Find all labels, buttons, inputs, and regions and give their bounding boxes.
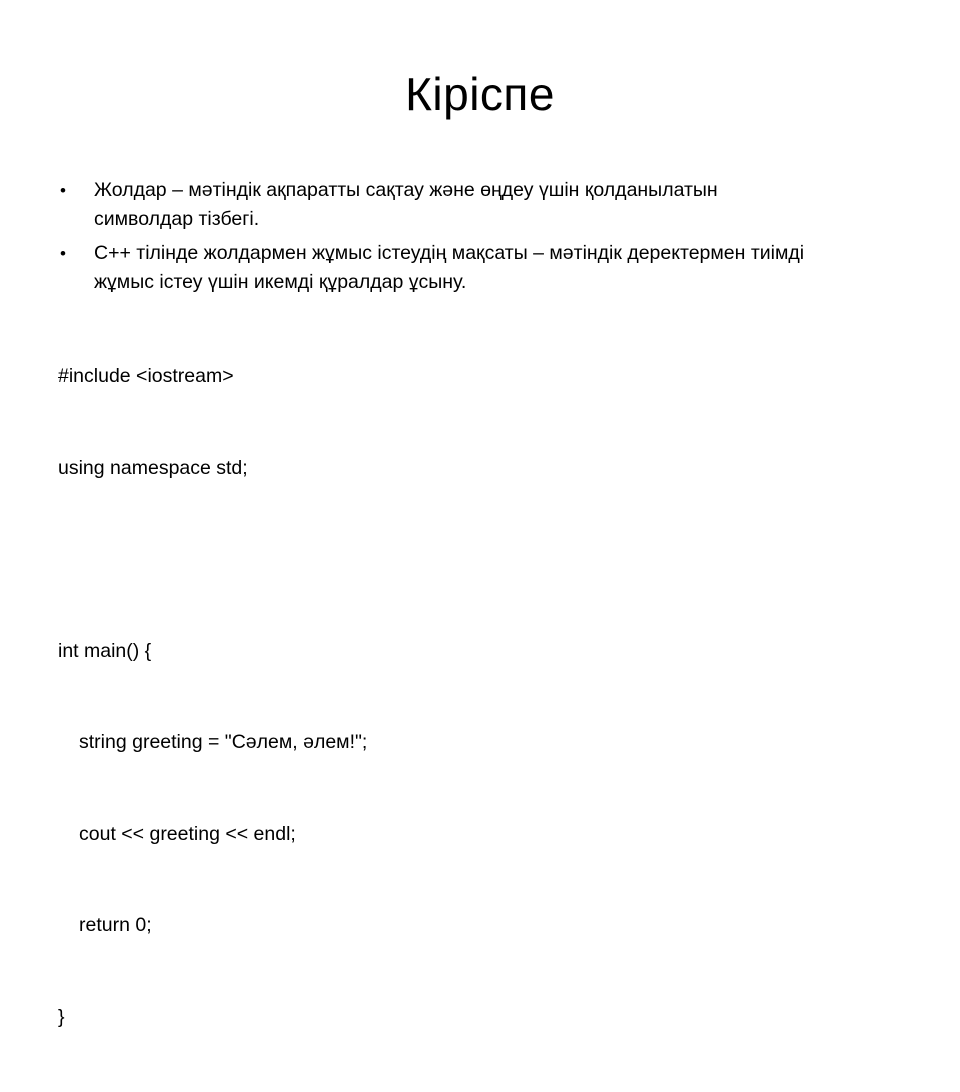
code-line: return 0; [79, 914, 152, 936]
bullet-text-line: С++ тілінде жолдармен жұмыс істеудің мақсаты – мәтіндік деректермен тиімді [94, 242, 805, 264]
bullet-text-line: Жолдар – мәтіндік ақпаратты сақтау және өңдеу үшін қолданылатын [94, 179, 718, 201]
code-line-blank [58, 543, 918, 577]
code-line: cout << greeting << endl; [79, 822, 296, 845]
code-line: int main() { [58, 639, 152, 662]
code-line: using namespace std; [58, 456, 248, 479]
bullet-item [58, 176, 918, 234]
code-line: #include <iostream> [58, 365, 234, 387]
slide-body [58, 176, 918, 1092]
code-snippet [58, 302, 918, 1092]
bullet-icon: • [60, 181, 66, 200]
code-line: string greeting = "Сәлем, әлем!"; [79, 731, 368, 753]
code-line: } [58, 1005, 65, 1028]
bullet-item [58, 239, 918, 297]
slide-title: Кіріспе [405, 68, 555, 120]
bullet-text-line: жұмыс істеу үшін икемді құралдар ұсыну. [94, 271, 467, 293]
bullet-text-line: символдар тізбегі. [94, 208, 260, 230]
bullet-icon: • [60, 244, 66, 263]
bullet-list [58, 176, 918, 297]
